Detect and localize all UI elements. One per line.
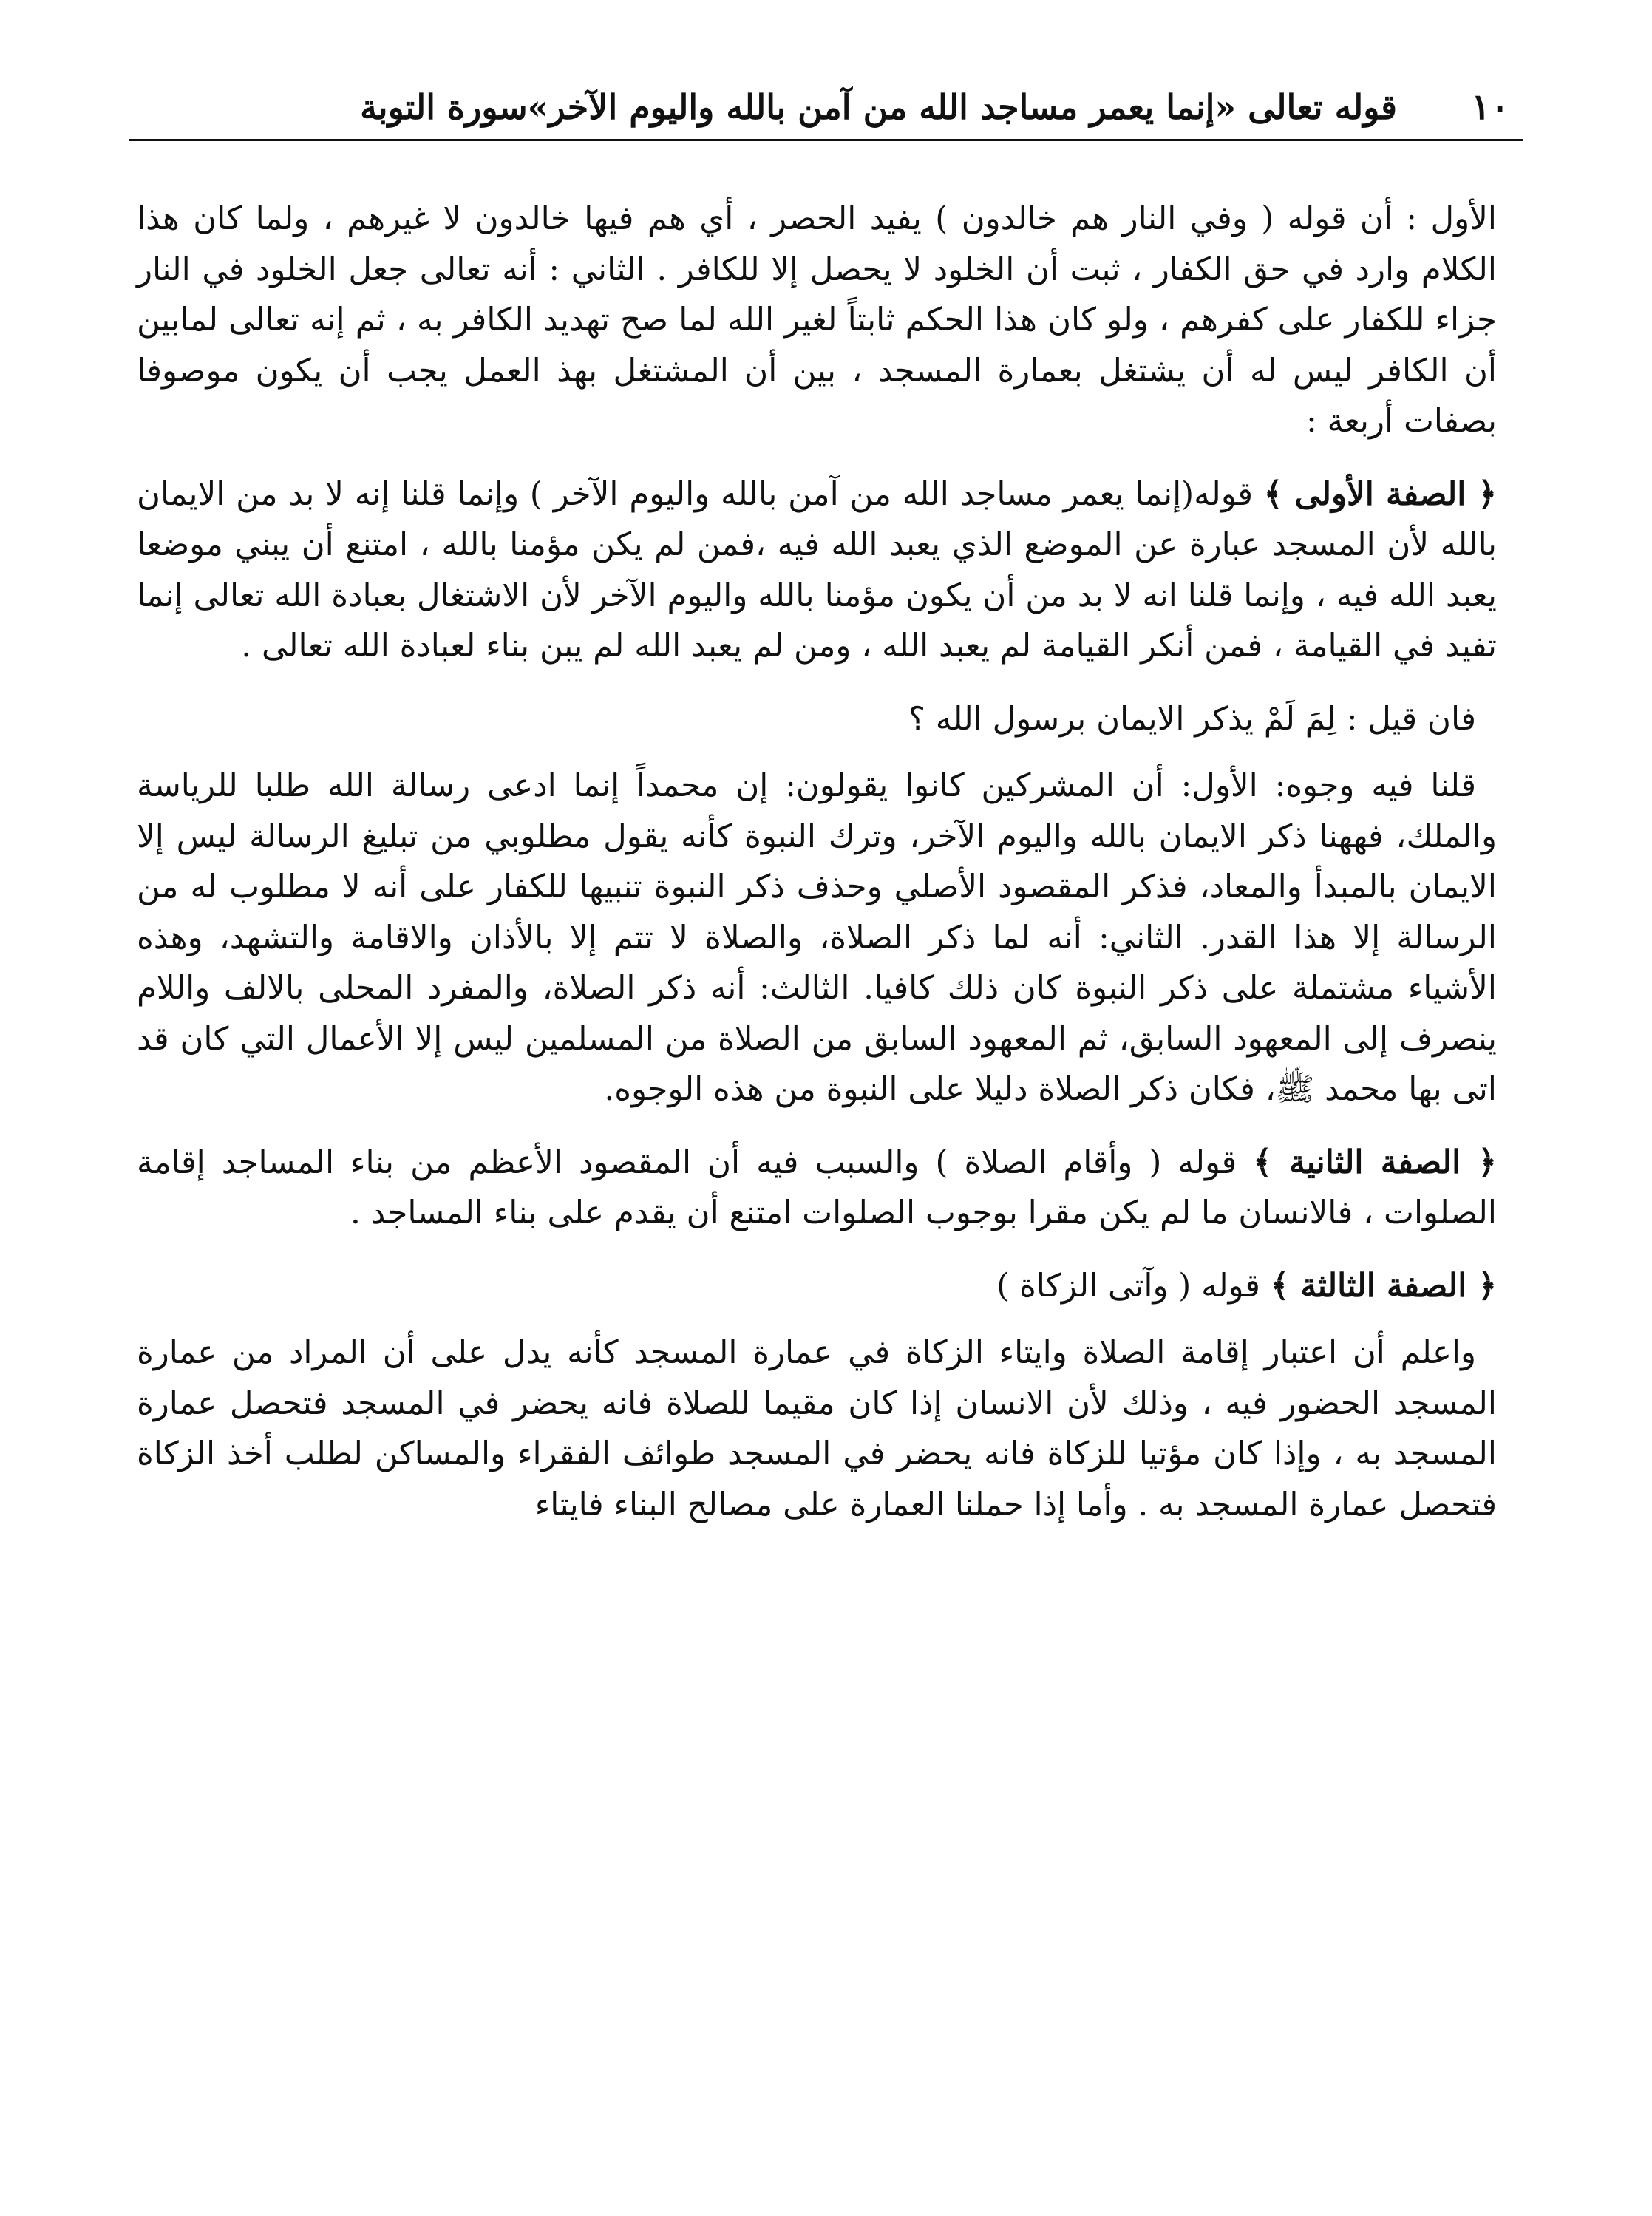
page-number: ١٠ [1471,86,1509,128]
body-text [137,194,1497,1552]
paragraph-text: فان قيل : لِمَ لَمْ يذكر الايمان برسول الله ؟ [908,700,1476,738]
paragraph-text: الأول : أن قوله ( وفي النار هم خالدون ) يفيد الحصر ، أي هم فيها خالدون لا غيرهم ، ولما كان هذا الكلام وارد في حق الكفار ، ثبت أن الخلود لا يحصل إلا للكافر . الثاني : أنه تعالى جعل الخلود في النار جزاء للكفار على كفرهم ، ولو كان هذا الحكم ثابتاً لغير الله لما صح تهديد الكافر به ، ثم إنه تعالى لمابين أن الكافر ليس له أن يشتغل بعمارة المسجد ، بين أن المشتغل بهذ العمل يجب أن يكون موصوفا بصفات أربعة : [137,200,1497,440]
paragraph-text: قلنا فيه وجوه: الأول: أن المشركين كانوا يقولون: إن محمداً إنما ادعى رسالة الله طلبا للرياسة والملك، فههنا ذكر الايمان بالله واليوم الآخر، وترك النبوة كأنه يقول مطلوبي من تبليغ الرسالة ليس إلا الايمان بالمبدأ والمعاد، فذكر المقصود الأصلي وحذف ذكر النبوة تنبيها للكفار على أنه لا مطلوب له من الرسالة إلا هذا القدر. الثاني: أنه لما ذكر الصلاة، والصلاة لا تتم إلا بالأذان والاقامة والتشهد، وهذه الأشياء مشتملة على ذكر النبوة كان ذلك كافيا. الثالث: أنه ذكر الصلاة، والمفرد المحلى بالالف واللام ينصرف إلى المعهود السابق، ثم المعهود السابق من الصلاة من المسلمين ليس إلا الأعمال التي كان قد اتى بها محمد ﷺ، فكان ذكر الصلاة دليلا على النبوة من هذه الوجوه. [137,767,1497,1108]
section-heading: ﴿ الصفة الثانية ﴾ [1253,1143,1498,1181]
paragraph-first-attribute [137,469,1497,672]
paragraph-text: قوله ( وآتى الزكاة ) [996,1267,1260,1305]
paragraph-answer [137,761,1497,1115]
running-title: قوله تعالى «إنما يعمر مساجد الله من آمن بالله واليوم الآخر»سورة التوبة [360,87,1397,127]
paragraph-zakat [137,1328,1497,1530]
paragraph-text: قوله ( وأقام الصلاة ) والسبب فيه أن المقصود الأعظم من بناء المساجد إقامة الصلوات ، فالانسان ما لم يكن مقرا بوجوب الصلوات امتنع أن يقدم على بناء المساجد . [137,1143,1497,1231]
paragraph-text: واعلم أن اعتبار إقامة الصلاة وايتاء الزكاة في عمارة المسجد كأنه يدل على أن المراد من عمارة المسجد الحضور فيه ، وذلك لأن الانسان إذا كان مقيما للصلاة فانه يحضر في المسجد فتحصل عمارة المسجد به ، وإذا كان مؤتيا للزكاة فانه يحضر في المسجد طوائف الفقراء والمساكن لطلب أخذ الزكاة فتحصل عمارة المسجد به . وأما إذا حملنا العمارة على مصالح البناء فايتاء [137,1334,1497,1523]
section-heading: ﴿ الصفة الأولى ﴾ [1263,475,1498,513]
running-header [129,80,1523,141]
paragraph-first-reason [137,194,1497,447]
paragraph-second-attribute [137,1138,1497,1239]
paragraph-text: قوله(إنما يعمر مساجد الله من آمن بالله واليوم الآخر ) وإنما قلنا إنه لا بد من الايمان بالله لأن المسجد عبارة عن الموضع الذي يعبد الله فيه ،فمن لم يكن مؤمنا بالله ، امتنع أن يبني موضعا يعبد الله فيه ، وإنما قلنا انه لا بد من أن يكون مؤمنا بالله واليوم الآخر لأن الاشتغال بعبادة الله تعالى إنما تفيد في القيامة ، فمن أنكر القيامة لم يعبد الله ، ومن لم يعبد الله لم يبن بناء لعبادة الله تعالى . [137,475,1498,665]
paragraph-question [137,694,1497,745]
section-heading: ﴿ الصفة الثالثة ﴾ [1270,1266,1497,1305]
paragraph-third-attribute [137,1261,1497,1312]
